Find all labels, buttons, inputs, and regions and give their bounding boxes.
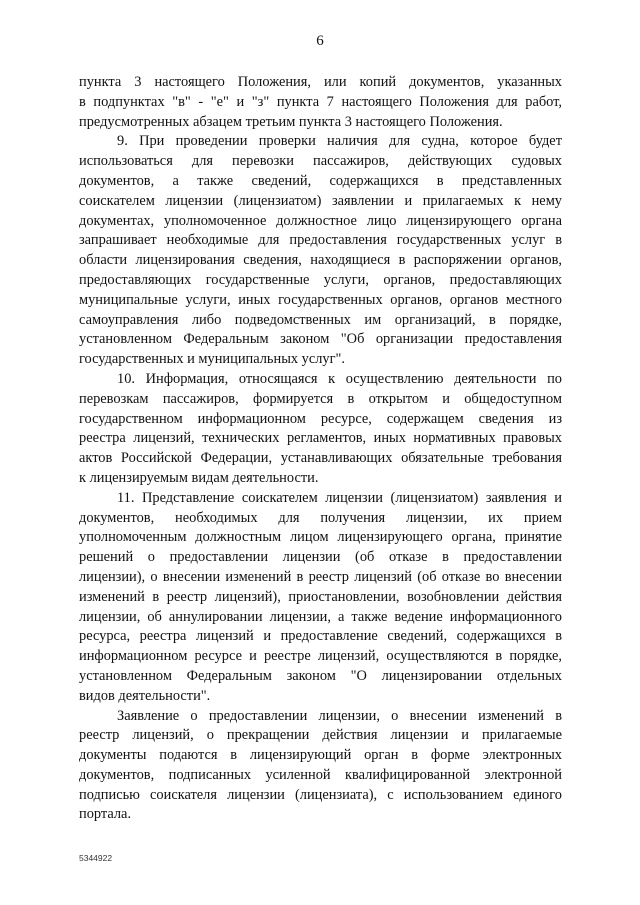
text-line: предусмотренных абзацем третьим пункта 3 настоящего Положения. <box>79 113 503 130</box>
text-line: перевозкам пассажиров, формируется в открытом и общедоступном <box>79 390 562 407</box>
text-line: пункта 3 настоящего Положения, или копий документов, указанных <box>79 74 562 90</box>
text-line: документов, необходимых для получения лицензии, их прием <box>79 509 562 526</box>
text-line: государственном информационном ресурсе, содержащем сведения из <box>79 410 562 427</box>
text-line: видов деятельности". <box>79 687 211 704</box>
paragraph <box>79 73 562 132</box>
document-body <box>79 73 562 825</box>
text-line: соискателем лицензии (лицензиатом) заявлении и прилагаемых к нему <box>79 192 562 209</box>
paragraph <box>79 132 562 370</box>
text-line: уполномоченным должностным лицом лицензирующего органа, принятие <box>79 529 562 546</box>
text-line: Заявление о предоставлении лицензии, о внесении изменений в <box>117 707 562 724</box>
text-line: установленном Федеральным законом "О лицензировании отдельных <box>79 667 562 684</box>
paragraph <box>79 707 562 826</box>
text-line: документы подаются в лицензирующий орган в форме электронных <box>79 747 562 764</box>
text-line: лицензии, об аннулировании лицензии, а также ведение информационного <box>79 608 562 625</box>
text-line: изменений в реестр лицензий), приостановлении, возобновлении действия <box>79 588 562 605</box>
document-code: 5344922 <box>79 853 113 863</box>
text-line: самоуправления либо подведомственных им организаций, в порядке, <box>79 311 562 328</box>
text-line: портала. <box>79 806 132 823</box>
text-line: документов, а также сведений, содержащихся в представленных <box>79 172 562 189</box>
paragraph <box>79 370 562 489</box>
text-line: реестр лицензий, о прекращении действия лицензии и прилагаемые <box>79 727 562 744</box>
text-line: государственных и муниципальных услуг". <box>79 351 345 368</box>
text-line: лицензии), о внесении изменений в реестр лицензий (об отказе во внесении <box>79 568 562 585</box>
text-line: 9. При проведении проверки наличия для судна, которое будет <box>117 133 562 150</box>
text-line: области лицензирования сведения, находящиеся в распоряжении органов, <box>79 252 562 269</box>
text-line: использоваться для перевозки пассажиров, действующих судовых <box>79 153 562 170</box>
text-line: решений о предоставлении лицензии (об отказе в предоставлении <box>79 549 562 566</box>
text-line: документах, уполномоченное должностное лицо лицензирующего органа <box>79 212 562 229</box>
paragraph <box>79 489 562 707</box>
text-line: предоставляющих государственные услуги, органов, предоставляющих <box>79 271 562 288</box>
text-line: информационном ресурсе и реестре лицензий, осуществляются в порядке, <box>79 648 562 665</box>
page-number: 6 <box>316 33 324 49</box>
text-line: реестра лицензий, технических регламентов, иных нормативных правовых <box>79 430 562 447</box>
text-line: запрашивает необходимые для предоставления государственных услуг в <box>79 232 562 249</box>
text-line: подписью соискателя лицензии (лицензиата), с использованием единого <box>79 786 562 803</box>
text-line: 10. Информация, относящаяся к осуществлению деятельности по <box>117 370 562 387</box>
text-line: 11. Представление соискателем лицензии (лицензиатом) заявления и <box>117 489 562 506</box>
text-line: установленном Федеральным законом "Об организации предоставления <box>79 331 562 348</box>
text-line: муниципальные услуги, иных государственных органов, органов местного <box>79 291 562 308</box>
text-line: в подпунктах "в" - "е" и "з" пункта 7 настоящего Положения для работ, <box>79 93 562 110</box>
text-line: актов Российской Федерации, устанавливающих обязательные требования <box>79 450 562 467</box>
text-line: ресурса, реестра лицензий и предоставление сведений, содержащихся в <box>79 628 562 645</box>
text-line: документов, подписанных усиленной квалифицированной электронной <box>79 766 562 783</box>
text-line: к лицензируемым видам деятельности. <box>79 469 319 486</box>
